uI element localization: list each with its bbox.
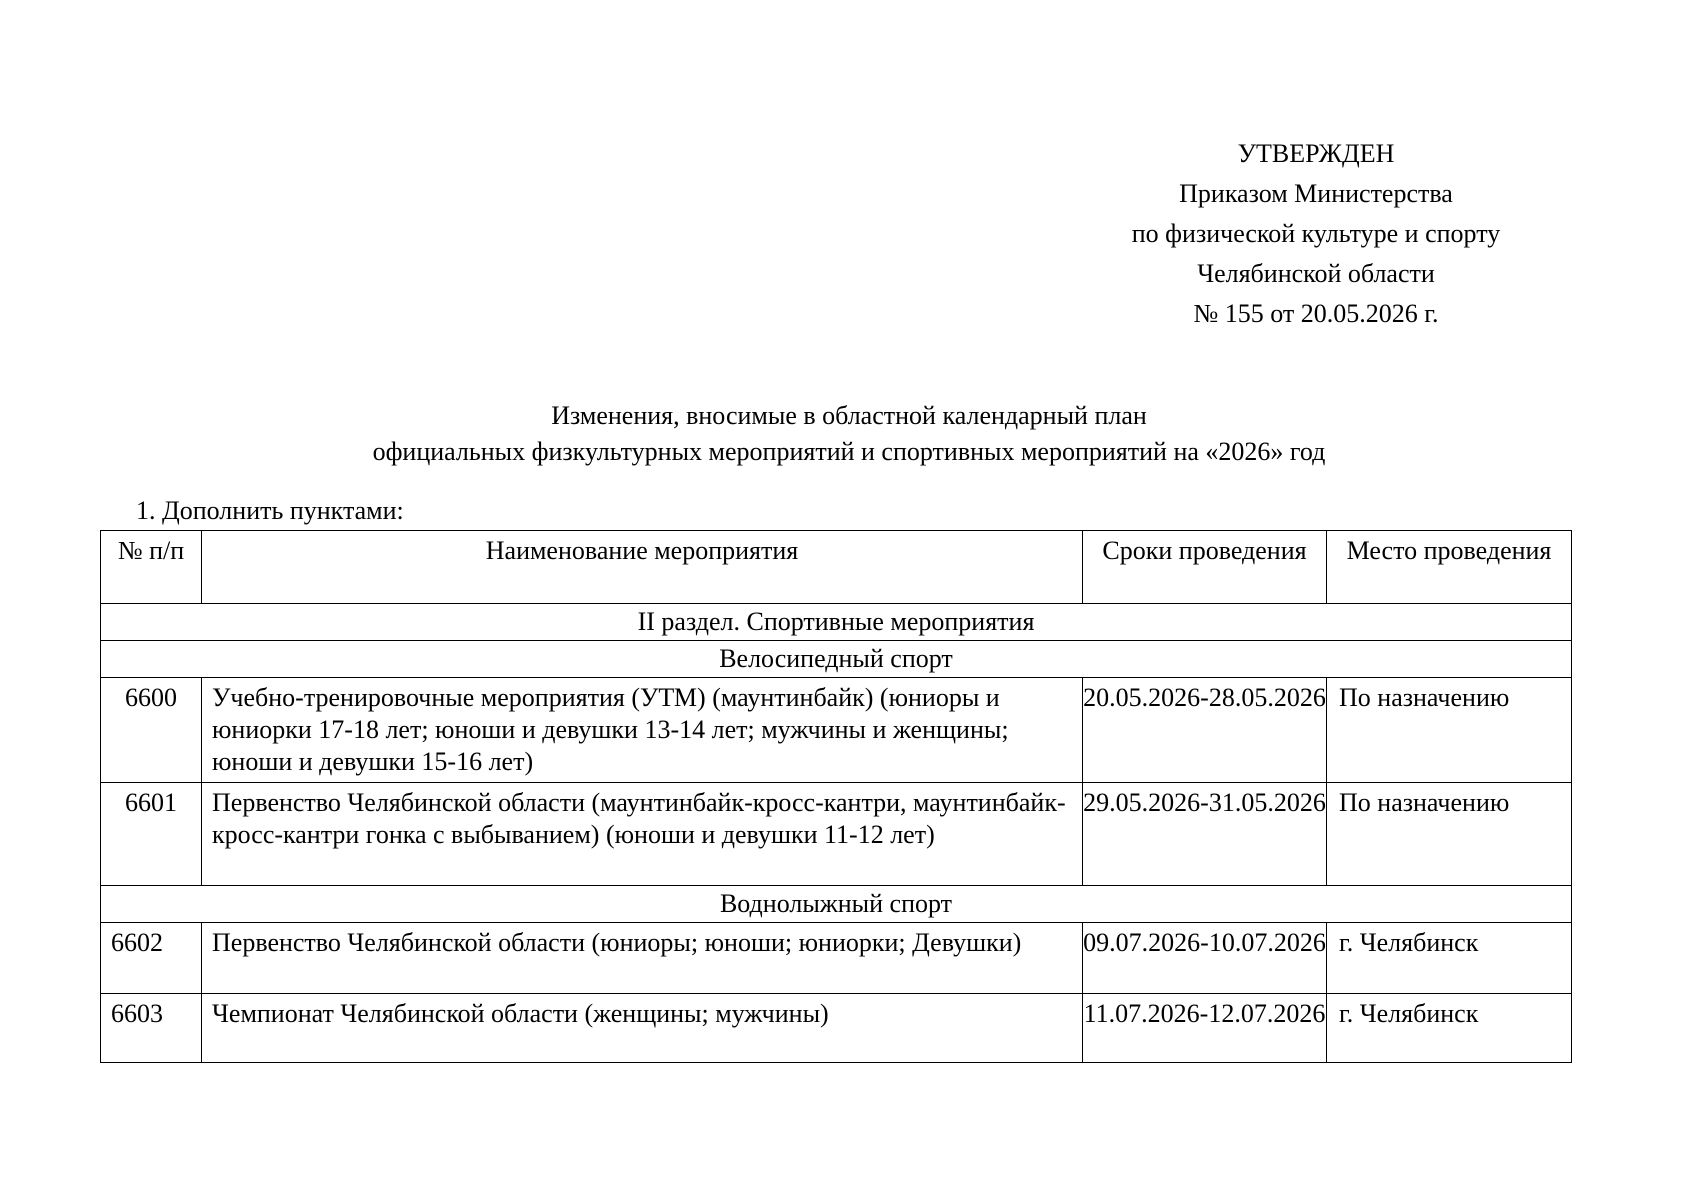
event-place-cell xyxy=(1327,923,1572,994)
event-name: Учебно-тренировочные мероприятия (УТМ) (маунтинбайк) (юниоры и юниорки 17-18 лет; юноши и девушки 13-14 лет; мужчины и женщины; юноши и девушки 15-16 лет) xyxy=(212,683,1009,776)
section-row xyxy=(101,604,1572,641)
approval-order-line: Приказом Министерства xyxy=(1179,179,1453,208)
event-place: г. Челябинск xyxy=(1339,928,1479,957)
row-number-cell xyxy=(101,678,202,783)
instruction-text: 1. Дополнить пунктами: xyxy=(136,496,404,525)
approval-region-line: Челябинской области xyxy=(1197,259,1435,288)
document-title-line-1: Изменения, вносимые в областной календарный план xyxy=(551,401,1147,430)
event-place-cell xyxy=(1327,994,1572,1063)
header-place xyxy=(1327,531,1572,604)
event-name: Первенство Челябинской области (маунтинбайк-кросс-кантри, маунтинбайк-кросс-кантри гонка с выбыванием) (юноши и девушки 11-12 лет) xyxy=(212,788,1066,849)
group-title-cycling: Велосипедный спорт xyxy=(719,644,953,673)
header-event-name xyxy=(202,531,1083,604)
event-place: г. Челябинск xyxy=(1339,999,1479,1028)
document-title xyxy=(100,398,1598,470)
table-row xyxy=(101,783,1572,886)
event-name-cell xyxy=(202,783,1083,886)
event-name: Чемпионат Челябинской области (женщины; мужчины) xyxy=(212,999,829,1028)
row-number: 6601 xyxy=(125,788,177,817)
event-name-cell xyxy=(202,678,1083,783)
event-name-cell xyxy=(202,994,1083,1063)
event-dates-cell xyxy=(1083,678,1327,783)
group-title-cell xyxy=(101,641,1572,678)
event-dates: 11.07.2026-12.07.2026 xyxy=(1083,999,1326,1028)
approval-stamp xyxy=(1080,134,1552,334)
event-dates: 09.07.2026-10.07.2026 xyxy=(1083,928,1326,957)
group-row xyxy=(101,886,1572,923)
approval-order-number: № 155 от 20.05.2026 г. xyxy=(1193,299,1439,328)
event-dates-cell xyxy=(1083,923,1327,994)
table-row xyxy=(101,923,1572,994)
event-name: Первенство Челябинской области (юниоры; юноши; юниорки; Девушки) xyxy=(212,928,1022,957)
section-title-cell xyxy=(101,604,1572,641)
document-title-line-2: официальных физкультурных мероприятий и спортивных мероприятий на «2026» год xyxy=(372,437,1326,466)
event-place-cell xyxy=(1327,678,1572,783)
row-number: 6603 xyxy=(111,999,163,1028)
section-title: II раздел. Спортивные мероприятия xyxy=(637,607,1035,636)
row-number-cell xyxy=(101,923,202,994)
approval-ministry-line: по физической культуре и спорту xyxy=(1131,219,1501,248)
header-number-label: № п/п xyxy=(117,536,185,565)
row-number-cell xyxy=(101,783,202,886)
header-event-name-label: Наименование мероприятия xyxy=(485,536,799,565)
header-place-label: Место проведения xyxy=(1346,536,1552,565)
event-dates: 20.05.2026-28.05.2026 xyxy=(1083,683,1326,712)
event-name-cell xyxy=(202,923,1083,994)
event-dates-cell xyxy=(1083,994,1327,1063)
event-place: По назначению xyxy=(1339,788,1510,817)
event-place-cell xyxy=(1327,783,1572,886)
table-row xyxy=(101,678,1572,783)
events-table xyxy=(100,530,1572,1063)
header-dates-label: Сроки проведения xyxy=(1102,536,1307,565)
event-dates-cell xyxy=(1083,783,1327,886)
approval-heading: УТВЕРЖДЕН xyxy=(1237,139,1395,168)
header-dates xyxy=(1083,531,1327,604)
row-number: 6600 xyxy=(125,683,177,712)
event-dates: 29.05.2026-31.05.2026 xyxy=(1083,788,1326,817)
header-number xyxy=(101,531,202,604)
event-place: По назначению xyxy=(1339,683,1510,712)
row-number-cell xyxy=(101,994,202,1063)
table-row xyxy=(101,994,1572,1063)
group-row xyxy=(101,641,1572,678)
group-title-cell xyxy=(101,886,1572,923)
group-title-water-skiing: Воднолыжный спорт xyxy=(719,889,953,918)
row-number: 6602 xyxy=(111,928,163,957)
table-header-row xyxy=(101,531,1572,604)
